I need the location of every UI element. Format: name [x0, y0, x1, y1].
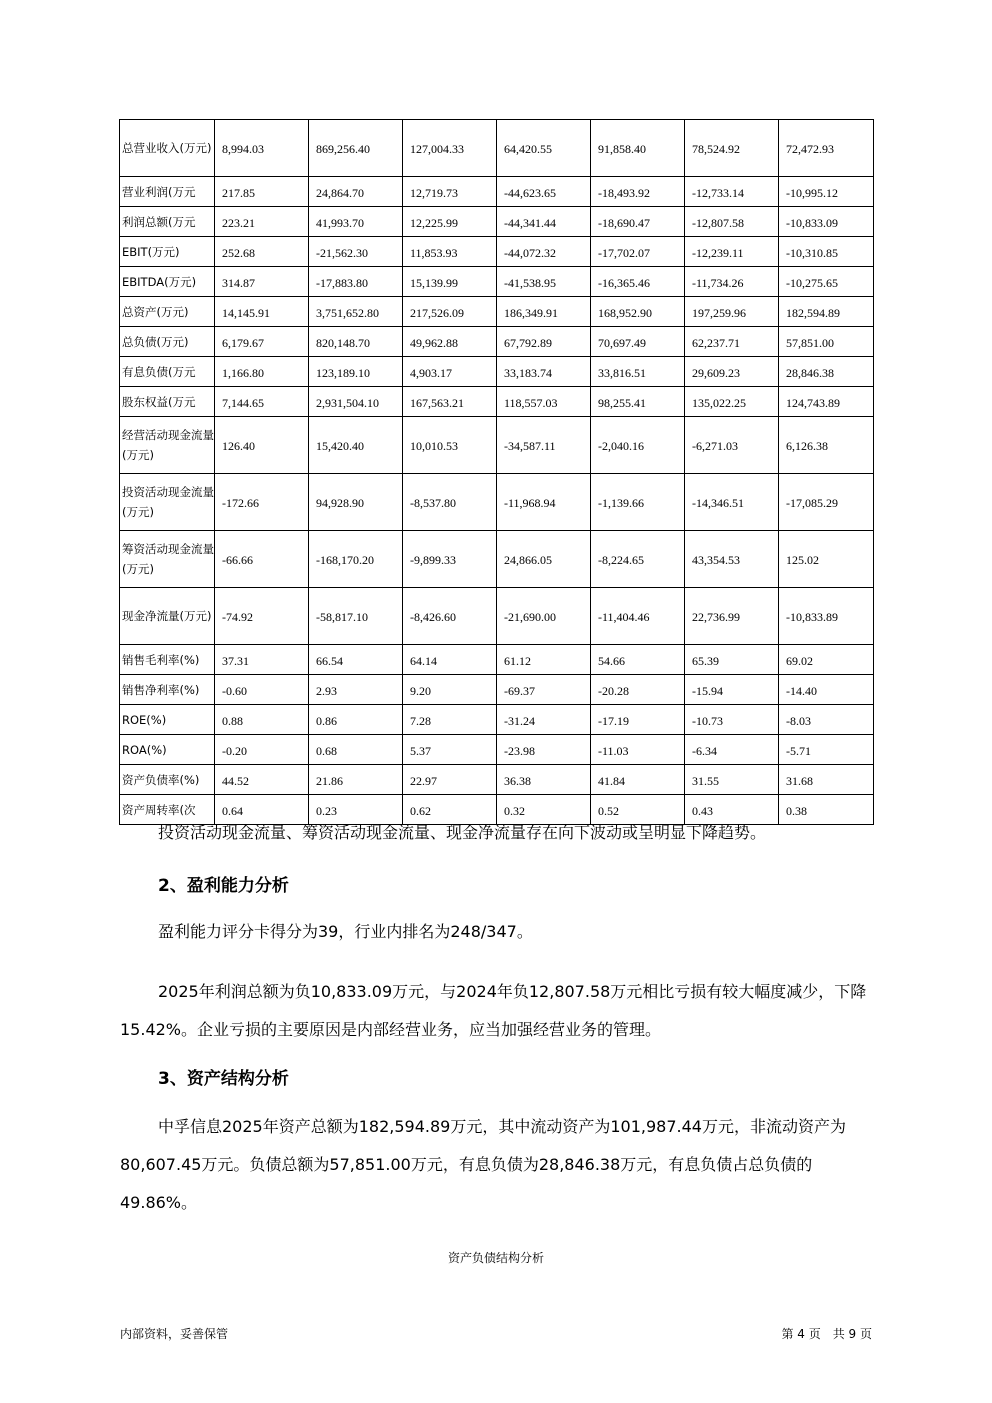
row-label: ROE(%): [120, 705, 215, 735]
table-row: [120, 531, 874, 588]
table-cell: -16,365.46: [591, 267, 685, 297]
table-cell: 2,931,504.10: [309, 387, 403, 417]
table-cell: -34,587.11: [497, 417, 591, 474]
asset-structure-heading: 3、资产结构分析: [158, 1069, 289, 1089]
table-cell: -44,072.32: [497, 237, 591, 267]
table-cell: -58,817.10: [309, 588, 403, 645]
table-cell: 7,144.65: [215, 387, 309, 417]
table-cell: -172.66: [215, 474, 309, 531]
table-cell: -66.66: [215, 531, 309, 588]
table-cell: -10,833.09: [779, 207, 874, 237]
table-cell: 94,928.90: [309, 474, 403, 531]
row-label: 营业利润(万元: [120, 177, 215, 207]
table-cell: 197,259.96: [685, 297, 779, 327]
table-cell: 61.12: [497, 645, 591, 675]
table-cell: 33,183.74: [497, 357, 591, 387]
table-cell: 0.32: [497, 795, 591, 825]
table-cell: -20.28: [591, 675, 685, 705]
table-cell: 1,166.80: [215, 357, 309, 387]
table-cell: -9,899.33: [403, 531, 497, 588]
table-cell: 10,010.53: [403, 417, 497, 474]
table-cell: 98,255.41: [591, 387, 685, 417]
table-cell: 123,189.10: [309, 357, 403, 387]
table-cell: -168,170.20: [309, 531, 403, 588]
table-cell: -0.20: [215, 735, 309, 765]
table-cell: -14.40: [779, 675, 874, 705]
table-cell: 217.85: [215, 177, 309, 207]
table-row: [120, 177, 874, 207]
profit-detail-text: 2025年利润总额为负10,833.09万元，与2024年负12,807.58万元相比亏损有较大幅度减少，下降15.42%。企业亏损的主要原因是内部经营业务，应当加强经营业务的管理。: [120, 982, 867, 1039]
table-row: [120, 417, 874, 474]
table-row: [120, 120, 874, 177]
table-cell: -21,562.30: [309, 237, 403, 267]
table-cell: -10,995.12: [779, 177, 874, 207]
table-row: [120, 267, 874, 297]
profit-score-paragraph: 盈利能力评分卡得分为39，行业内排名为248/347。: [158, 922, 533, 941]
table-cell: 118,557.03: [497, 387, 591, 417]
row-label: 筹资活动现金流量(万元): [120, 531, 215, 588]
table-cell: 72,472.93: [779, 120, 874, 177]
row-label: 现金净流量(万元): [120, 588, 215, 645]
financial-table-body: [120, 120, 874, 825]
table-cell: -11,734.26: [685, 267, 779, 297]
table-cell: 124,743.89: [779, 387, 874, 417]
table-cell: 0.38: [779, 795, 874, 825]
table-cell: 869,256.40: [309, 120, 403, 177]
table-row: [120, 297, 874, 327]
footer-page-number: 第 4 页 共 9 页: [781, 1327, 872, 1341]
row-label: ROA(%): [120, 735, 215, 765]
table-cell: 70,697.49: [591, 327, 685, 357]
table-row: [120, 735, 874, 765]
asset-detail-paragraph: [120, 1108, 872, 1222]
table-row: [120, 795, 874, 825]
table-row: [120, 588, 874, 645]
row-label: 经营活动现金流量(万元): [120, 417, 215, 474]
table-cell: -10,833.89: [779, 588, 874, 645]
table-cell: -12,807.58: [685, 207, 779, 237]
table-cell: 0.88: [215, 705, 309, 735]
table-cell: -21,690.00: [497, 588, 591, 645]
row-label: 股东权益(万元: [120, 387, 215, 417]
table-cell: 41,993.70: [309, 207, 403, 237]
table-cell: 24,864.70: [309, 177, 403, 207]
table-row: [120, 675, 874, 705]
cashflow-trend-paragraph: 投资活动现金流量、筹资活动现金流量、现金净流量存在向下波动或呈明显下降趋势。: [158, 823, 767, 842]
table-cell: 31.68: [779, 765, 874, 795]
table-cell: 223.21: [215, 207, 309, 237]
table-cell: 28,846.38: [779, 357, 874, 387]
table-cell: 6,179.67: [215, 327, 309, 357]
table-cell: 62,237.71: [685, 327, 779, 357]
table-cell: 15,139.99: [403, 267, 497, 297]
table-cell: 21.86: [309, 765, 403, 795]
table-cell: 41.84: [591, 765, 685, 795]
table-cell: 0.23: [309, 795, 403, 825]
profitability-heading: 2、盈利能力分析: [158, 876, 289, 896]
table-cell: 3,751,652.80: [309, 297, 403, 327]
table-cell: -8,224.65: [591, 531, 685, 588]
table-cell: 125.02: [779, 531, 874, 588]
table-cell: -11.03: [591, 735, 685, 765]
table-cell: 69.02: [779, 645, 874, 675]
row-label: 总资产(万元): [120, 297, 215, 327]
table-row: [120, 327, 874, 357]
table-cell: 186,349.91: [497, 297, 591, 327]
row-label: 资产周转率(次: [120, 795, 215, 825]
table-cell: -41,538.95: [497, 267, 591, 297]
table-cell: -11,404.46: [591, 588, 685, 645]
table-cell: 37.31: [215, 645, 309, 675]
table-cell: -74.92: [215, 588, 309, 645]
table-row: [120, 705, 874, 735]
table-cell: 7.28: [403, 705, 497, 735]
table-cell: 36.38: [497, 765, 591, 795]
table-cell: -6.34: [685, 735, 779, 765]
table-cell: 9.20: [403, 675, 497, 705]
row-label: 销售净利率(%): [120, 675, 215, 705]
table-cell: 252.68: [215, 237, 309, 267]
table-cell: -6,271.03: [685, 417, 779, 474]
table-cell: -18,493.92: [591, 177, 685, 207]
row-label: 总营业收入(万元): [120, 120, 215, 177]
table-cell: -11,968.94: [497, 474, 591, 531]
table-cell: -69.37: [497, 675, 591, 705]
table-cell: 0.62: [403, 795, 497, 825]
row-label: 投资活动现金流量(万元): [120, 474, 215, 531]
table-cell: 22,736.99: [685, 588, 779, 645]
table-cell: -14,346.51: [685, 474, 779, 531]
table-cell: 0.52: [591, 795, 685, 825]
table-cell: -8,537.80: [403, 474, 497, 531]
table-cell: -12,239.11: [685, 237, 779, 267]
chart-caption: 资产负债结构分析: [447, 1251, 544, 1265]
table-cell: 29,609.23: [685, 357, 779, 387]
table-cell: 8,994.03: [215, 120, 309, 177]
table-cell: 0.64: [215, 795, 309, 825]
table-cell: -0.60: [215, 675, 309, 705]
table-cell: 0.86: [309, 705, 403, 735]
footer-confidential: 内部资料，妥善保管: [120, 1327, 229, 1341]
profit-detail-paragraph: [120, 973, 872, 1049]
table-cell: -17.19: [591, 705, 685, 735]
financial-table: [119, 119, 874, 825]
table-cell: 22.97: [403, 765, 497, 795]
table-cell: -44,341.44: [497, 207, 591, 237]
table-row: [120, 765, 874, 795]
table-cell: -10,275.65: [779, 267, 874, 297]
table-row: [120, 474, 874, 531]
table-cell: 43,354.53: [685, 531, 779, 588]
table-cell: -1,139.66: [591, 474, 685, 531]
table-cell: -17,702.07: [591, 237, 685, 267]
table-cell: 0.43: [685, 795, 779, 825]
row-label: 有息负债(万元: [120, 357, 215, 387]
table-cell: 65.39: [685, 645, 779, 675]
table-cell: 217,526.09: [403, 297, 497, 327]
table-cell: 182,594.89: [779, 297, 874, 327]
table-cell: -18,690.47: [591, 207, 685, 237]
table-row: [120, 207, 874, 237]
row-label: EBITDA(万元): [120, 267, 215, 297]
table-cell: 67,792.89: [497, 327, 591, 357]
row-label: 利润总额(万元: [120, 207, 215, 237]
table-cell: -17,085.29: [779, 474, 874, 531]
table-cell: 167,563.21: [403, 387, 497, 417]
row-label: 销售毛利率(%): [120, 645, 215, 675]
table-cell: 314.87: [215, 267, 309, 297]
asset-detail-text: 中孚信息2025年资产总额为182,594.89万元，其中流动资产为101,987.44万元，非流动资产为80,607.45万元。负债总额为57,851.00万元，有息负债为28,846.38万元，有息负债占总负债的49.86%。: [120, 1117, 846, 1212]
table-cell: 66.54: [309, 645, 403, 675]
table-cell: -17,883.80: [309, 267, 403, 297]
table-cell: 2.93: [309, 675, 403, 705]
table-row: [120, 357, 874, 387]
table-cell: 12,225.99: [403, 207, 497, 237]
table-cell: 91,858.40: [591, 120, 685, 177]
row-label: EBIT(万元): [120, 237, 215, 267]
table-cell: -5.71: [779, 735, 874, 765]
table-cell: 126.40: [215, 417, 309, 474]
table-cell: 24,866.05: [497, 531, 591, 588]
table-row: [120, 387, 874, 417]
table-cell: 5.37: [403, 735, 497, 765]
row-label: 资产负债率(%): [120, 765, 215, 795]
table-cell: 6,126.38: [779, 417, 874, 474]
table-row: [120, 645, 874, 675]
table-cell: -10.73: [685, 705, 779, 735]
table-cell: -23.98: [497, 735, 591, 765]
table-cell: 57,851.00: [779, 327, 874, 357]
table-cell: 44.52: [215, 765, 309, 795]
table-cell: 14,145.91: [215, 297, 309, 327]
table-cell: -2,040.16: [591, 417, 685, 474]
table-cell: 78,524.92: [685, 120, 779, 177]
table-cell: 54.66: [591, 645, 685, 675]
table-cell: 820,148.70: [309, 327, 403, 357]
table-cell: -8.03: [779, 705, 874, 735]
table-cell: -12,733.14: [685, 177, 779, 207]
table-row: [120, 237, 874, 267]
table-cell: -10,310.85: [779, 237, 874, 267]
table-cell: 15,420.40: [309, 417, 403, 474]
table-cell: 64,420.55: [497, 120, 591, 177]
row-label: 总负债(万元): [120, 327, 215, 357]
table-cell: 4,903.17: [403, 357, 497, 387]
table-cell: 0.68: [309, 735, 403, 765]
table-cell: 31.55: [685, 765, 779, 795]
table-cell: 12,719.73: [403, 177, 497, 207]
table-cell: -44,623.65: [497, 177, 591, 207]
table-cell: 135,022.25: [685, 387, 779, 417]
table-cell: 127,004.33: [403, 120, 497, 177]
table-cell: 49,962.88: [403, 327, 497, 357]
table-cell: 168,952.90: [591, 297, 685, 327]
table-cell: 64.14: [403, 645, 497, 675]
table-cell: 33,816.51: [591, 357, 685, 387]
table-cell: -15.94: [685, 675, 779, 705]
table-cell: -8,426.60: [403, 588, 497, 645]
table-cell: 11,853.93: [403, 237, 497, 267]
table-cell: -31.24: [497, 705, 591, 735]
